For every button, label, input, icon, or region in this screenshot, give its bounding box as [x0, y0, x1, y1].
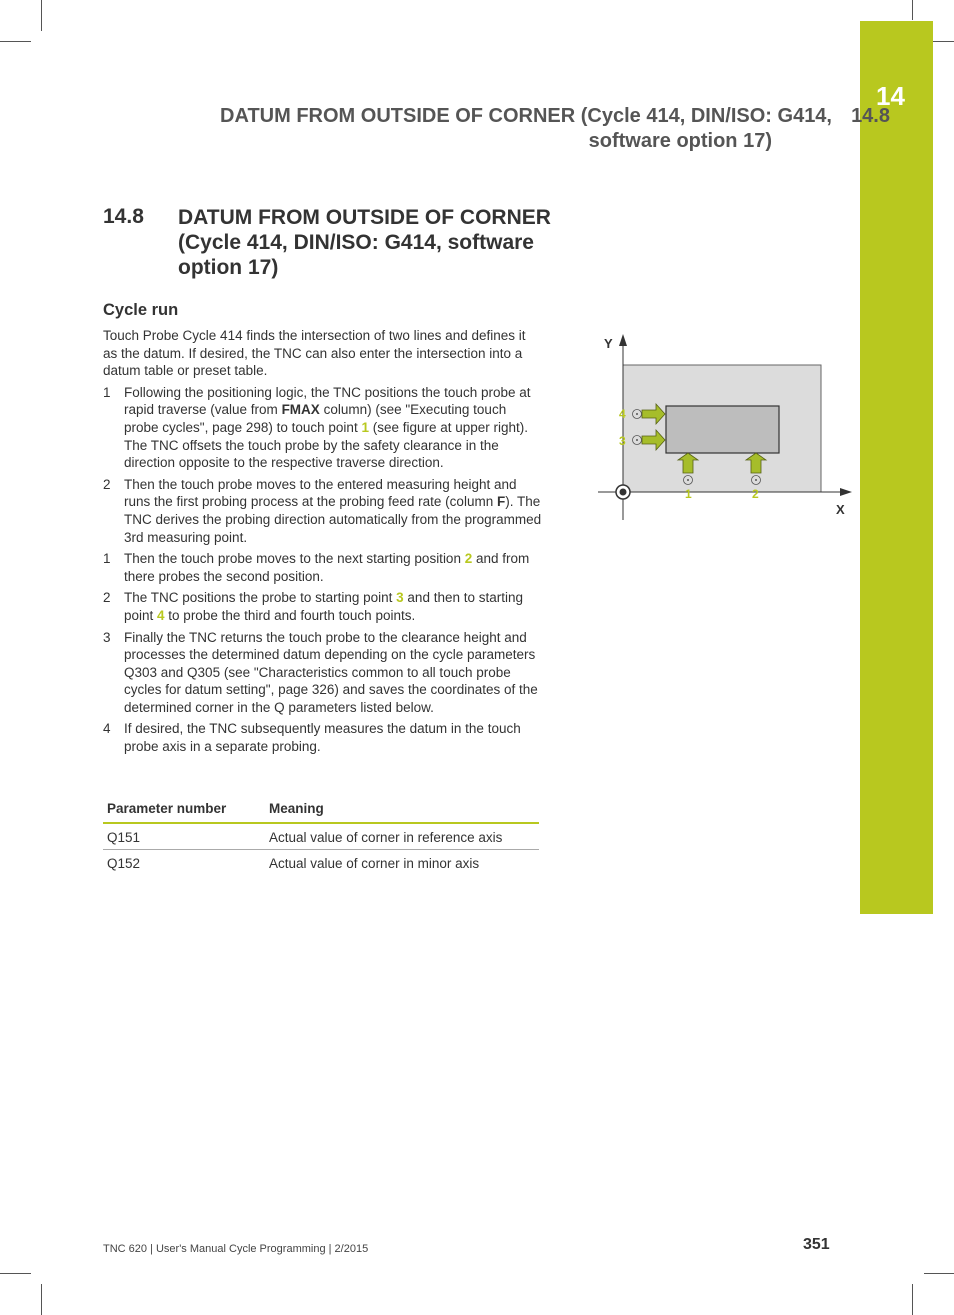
y-axis-label: Y — [604, 336, 613, 351]
point-label-2: 2 — [752, 487, 759, 501]
crop-mark — [41, 0, 42, 31]
probe-dot — [636, 439, 638, 441]
running-head — [92, 104, 890, 154]
step-text: Finally the TNC returns the touch probe to the clearance height and processes the determined datum depending on the cycle parameters Q303 and Q305 (see "Characteristics common to all touch probe cycles for datum setting", page 326) and saves the coordinates of the determined corner in the Q parameters listed below. — [124, 629, 538, 715]
probe-dot — [687, 479, 689, 481]
corner-probing-figure — [598, 332, 858, 522]
step-number: 3 — [103, 629, 111, 645]
step-point-ref: 3 — [396, 590, 404, 606]
step-text: Then the touch probe moves to the next starting position — [124, 551, 465, 567]
table-cell: Q151 — [103, 823, 265, 850]
step-point-ref: 2 — [464, 551, 473, 567]
step-text: The TNC positions the probe to starting point — [124, 590, 397, 606]
table-cell: Q152 — [107, 856, 141, 871]
step-text: (see figure at upper right). The TNC offsets the touch probe by the safety clearance in the direction opposite to the respective traverse direction. — [124, 419, 529, 471]
step-number: 2 — [103, 476, 111, 492]
step-text: to probe the third and fourth touch points. — [164, 607, 416, 623]
steps-list — [103, 384, 543, 756]
step-number: 1 — [103, 384, 111, 400]
datum-center — [620, 489, 627, 496]
crop-mark — [912, 0, 913, 20]
step-number: 1 — [103, 551, 111, 567]
body-text — [103, 327, 543, 760]
list-item — [103, 384, 543, 472]
y-axis-arrow — [619, 334, 627, 346]
list-item — [103, 720, 543, 755]
crop-mark — [0, 1273, 31, 1274]
step-text: and then to starting point — [124, 590, 524, 623]
list-item — [103, 629, 543, 717]
x-axis-label: X — [836, 502, 845, 517]
step-point-ref: 4 — [157, 607, 165, 623]
part-rectangle — [666, 406, 779, 453]
crop-mark — [924, 1273, 954, 1274]
list-item — [103, 589, 543, 624]
intro-paragraph: Touch Probe Cycle 414 finds the intersection of two lines and defines it as the datum. If desired, the TNC can also enter the intersection into a datum table or preset table. — [103, 328, 526, 379]
table-header-row — [103, 799, 539, 823]
table-cell: Actual value of corner in minor axis — [269, 856, 480, 871]
table-row — [103, 823, 539, 850]
step-text: Following the positioning logic, the TNC positions the touch probe at rapid traverse (value from — [124, 384, 531, 418]
step-number: 4 — [103, 721, 111, 737]
list-item — [103, 550, 543, 585]
point-label-4: 4 — [619, 407, 626, 421]
probe-dot — [636, 413, 638, 415]
step-number: 2 — [103, 590, 111, 606]
probe-dot — [755, 479, 757, 481]
chapter-number: 14 — [876, 81, 905, 111]
step-keyword: F — [496, 494, 506, 510]
step-point-ref: 1 — [361, 419, 369, 435]
footer-text: TNC 620 | User's Manual Cycle Programming | 2/2015 — [103, 1243, 369, 1255]
x-axis-arrow — [840, 488, 852, 496]
step-keyword: FMAX — [281, 402, 320, 418]
section-number: 14.8 — [103, 205, 144, 228]
step-text: Then the touch probe moves to the entered measuring height and runs the first probing process at the probing feed rate (column — [124, 476, 517, 510]
step-text: ). The TNC derives the probing direction automatically from the programmed 3rd measuring point. — [124, 494, 542, 545]
section-title: DATUM FROM OUTSIDE OF CORNER (Cycle 414, DIN/ISO: G414, software option 17) — [178, 206, 551, 279]
chapter-tab — [860, 21, 933, 914]
step-text: If desired, the TNC subsequently measures the datum in the touch probe axis in a separate probing. — [124, 721, 521, 755]
table-cell: Actual value of corner in reference axis — [265, 823, 539, 850]
column-header: Parameter number — [103, 799, 265, 823]
parameter-table — [103, 799, 539, 875]
running-head-section-number: 14.8 — [851, 105, 890, 127]
crop-mark — [41, 1284, 42, 1315]
subsection-title: Cycle run — [103, 301, 179, 319]
point-label-1: 1 — [685, 487, 692, 501]
running-head-line2: software option 17) — [588, 130, 772, 152]
table-row — [103, 850, 539, 876]
point-label-3: 3 — [619, 434, 626, 448]
crop-mark — [912, 1284, 913, 1315]
list-item — [103, 476, 543, 546]
column-header: Meaning — [265, 799, 539, 823]
page-number: 351 — [803, 1236, 830, 1253]
running-head-line1: DATUM FROM OUTSIDE OF CORNER (Cycle 414, DIN/ISO: G414, — [220, 105, 832, 127]
step-text: and from there probes the second position. — [124, 551, 530, 584]
step-text: column) (see "Executing touch probe cycles", page 298) to touch point — [124, 402, 507, 435]
crop-mark — [0, 41, 31, 42]
